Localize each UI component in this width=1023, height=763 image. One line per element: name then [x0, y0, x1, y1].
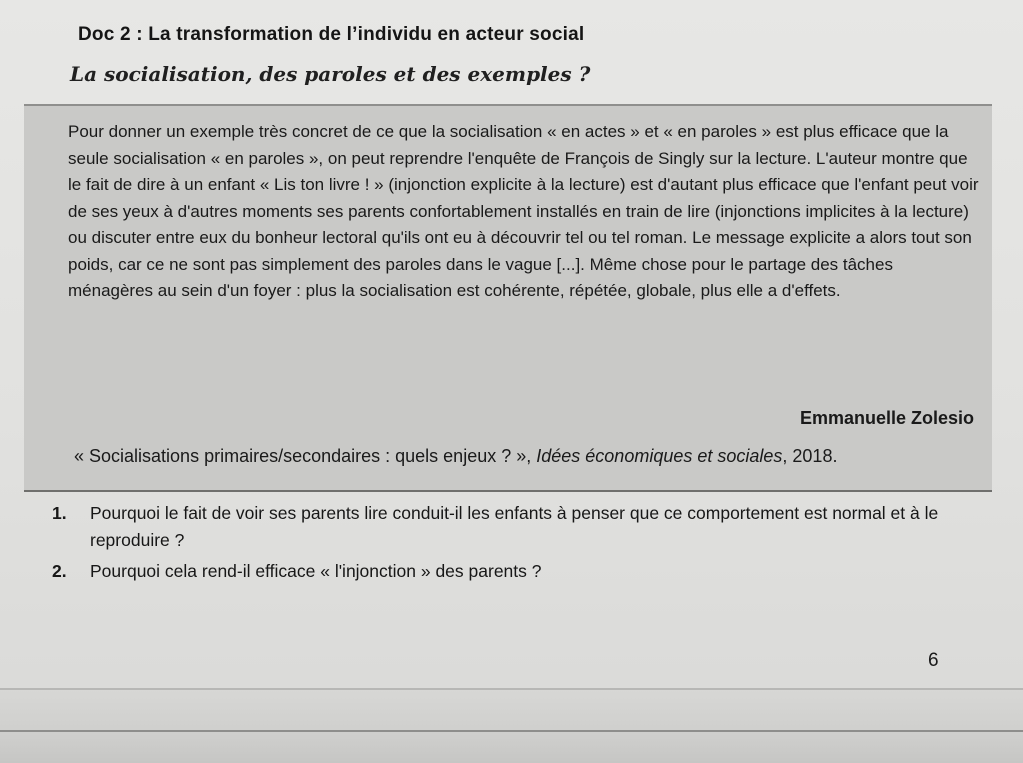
question-item	[52, 500, 982, 554]
page-number: 6	[928, 650, 939, 671]
source-title: « Socialisations primaires/secondaires : quels enjeux ? »,	[74, 446, 537, 466]
section-heading: La socialisation, des paroles et des exemples ?	[70, 62, 591, 86]
quote-author: Emmanuelle Zolesio	[799, 408, 974, 428]
quote-box	[24, 104, 992, 492]
document-title: Doc 2 : La transformation de l’individu en acteur social	[78, 24, 585, 45]
source-journal: Idées économiques et sociales	[536, 446, 783, 466]
page-bottom-area	[0, 690, 1023, 763]
question-text: Pourquoi cela rend-il efficace « l'injonction » des parents ?	[90, 561, 542, 581]
bottom-divider	[0, 730, 1023, 732]
question-number: 2.	[52, 561, 67, 581]
question-item	[52, 558, 982, 585]
quote-source	[74, 446, 984, 467]
question-list	[52, 500, 982, 589]
source-year: , 2018.	[782, 446, 838, 466]
quote-text: Pour donner un exemple très concret de ce que la socialisation « en actes » et « en paroles » est plus efficace que la seule socialisation « en paroles », on peut reprendre l'enquête de François de Singly sur la lecture. L'auteur montre que le fait de dire à un enfant « Lis ton livre ! » (injonction explicite à la lecture) est d'autant plus efficace que l'enfant peut voir de ses yeux à d'autres moments ses parents confortablement installés en train de lire (injonctions implicites à la lecture) ou discuter entre eux du bonheur lectoral qu'ils ont eu à découvrir tel ou tel roman. Le message explicite a alors tout son poids, car ce ne sont pas simplement des paroles dans le vague [...]. Même chose pour le partage des tâches ménagères au sein d'un foyer : plus la socialisation est cohérente, répétée, globale, plus elle a d'effets.	[68, 122, 979, 300]
question-number: 1.	[52, 503, 67, 523]
question-text: Pourquoi le fait de voir ses parents lire conduit-il les enfants à penser que ce comportement est normal et à le reproduire ?	[90, 503, 939, 550]
